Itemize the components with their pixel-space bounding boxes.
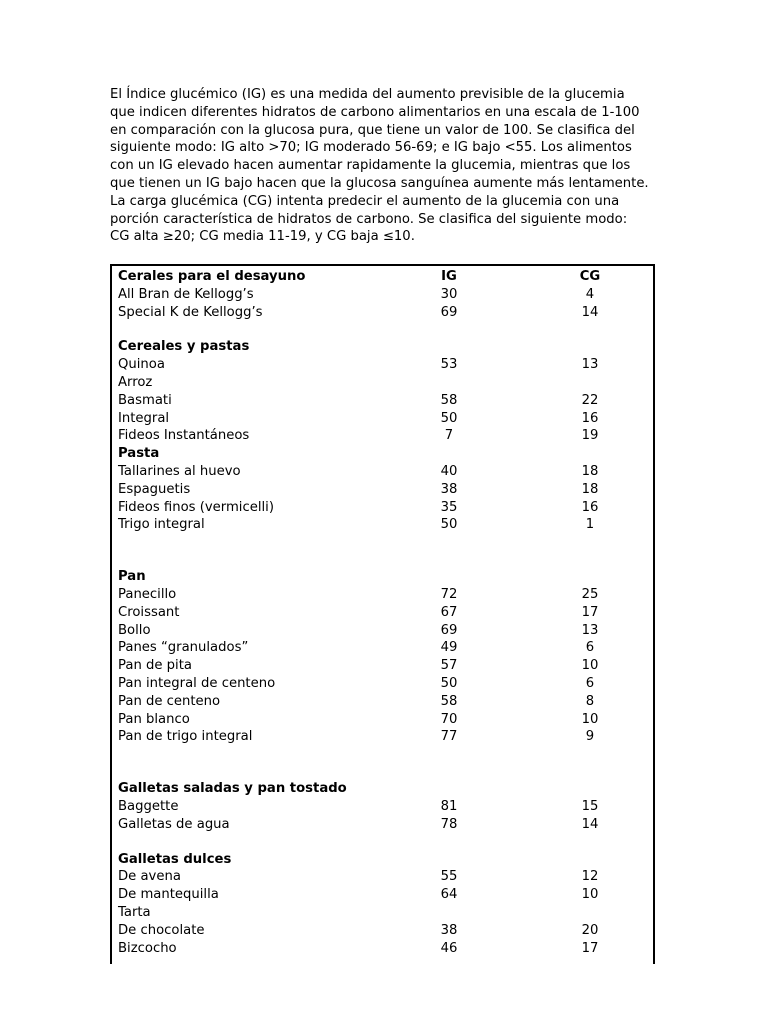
table-row <box>112 410 653 428</box>
table-row <box>112 392 653 410</box>
ig-value: 70 <box>440 711 458 727</box>
food-name: Special K de Kellogg’s <box>118 304 263 320</box>
cg-value: 13 <box>581 357 599 373</box>
food-name: Arroz <box>118 374 153 390</box>
food-name: Tallarines al huevo <box>118 463 241 479</box>
ig-value: 50 <box>440 675 458 691</box>
ig-value: 58 <box>440 392 458 408</box>
ig-value: 55 <box>440 869 458 885</box>
food-name: Quinoa <box>118 357 165 373</box>
ig-value: 53 <box>440 357 458 373</box>
food-name: Pasta <box>118 446 160 462</box>
cg-value: 6 <box>585 640 595 656</box>
cg-value: 25 <box>581 586 599 602</box>
intro-paragraph-cg: La carga glucémica (CG) intenta predecir el aumento de la glucemia con una porción característica de hidratos de carbono. Se clasifica del siguiente modo: CG alta ≥20; CG media 11-19, y CG baja ≤10. <box>110 193 628 245</box>
ig-value: 69 <box>440 304 458 320</box>
food-name: De chocolate <box>118 922 205 938</box>
table-row <box>112 886 653 904</box>
table-row <box>112 816 653 834</box>
table-row <box>112 586 653 604</box>
food-name: Pan blanco <box>118 711 190 727</box>
table-row <box>112 798 653 816</box>
food-name: Pan de trigo integral <box>118 729 253 745</box>
table-section-header <box>112 338 653 356</box>
table-spacer <box>112 746 653 763</box>
table-row <box>112 940 653 958</box>
food-name: Basmati <box>118 392 172 408</box>
table-row <box>112 516 653 534</box>
table-section-header <box>112 568 653 586</box>
cg-value: 16 <box>581 499 599 515</box>
cg-value: 14 <box>581 304 599 320</box>
ig-value: 30 <box>440 286 458 302</box>
cg-value: 20 <box>581 922 599 938</box>
ig-value: 38 <box>440 481 458 497</box>
table-row <box>112 481 653 499</box>
food-name: Bollo <box>118 622 151 638</box>
cg-value: 10 <box>581 658 599 674</box>
food-name: Cerales para el desayuno <box>118 269 306 284</box>
food-name: Galletas de agua <box>118 816 230 832</box>
table-row <box>112 922 653 940</box>
cg-value: 6 <box>585 675 595 691</box>
intro-paragraph-ig: El Índice glucémico (IG) es una medida del aumento previsible de la glucemia que indicen diferentes hidratos de carbono alimentarios en una escala de 1-100 en comparación con la glucosa pura, que tiene un valor de 100. Se clasifica del siguiente modo: IG alto >70; IG moderado 56-69; e IG bajo <55. Los alimentos con un IG elevado hacen aumentar rapidamente la glucemia, mientras que los que tienen un IG bajo hacen que la glucosa sanguínea aumente más lentamente. <box>110 87 649 191</box>
cg-value: 17 <box>581 604 599 620</box>
ig-value: 77 <box>440 729 458 745</box>
food-name: De mantequilla <box>118 887 219 903</box>
food-name: Pan integral de centeno <box>118 675 276 691</box>
ig-value: 64 <box>440 887 458 903</box>
food-name: Galletas saladas y pan tostado <box>118 781 347 797</box>
table-row <box>112 499 653 517</box>
cg-value: 22 <box>581 392 599 408</box>
table-row <box>112 693 653 711</box>
food-name: Panecillo <box>118 586 177 602</box>
table-row <box>112 356 653 374</box>
cg-value: 13 <box>581 622 599 638</box>
cg-value: 9 <box>585 729 595 745</box>
food-name: Fideos finos (vermicelli) <box>118 499 274 515</box>
ig-value: 46 <box>440 940 458 956</box>
ig-value: 58 <box>440 693 458 709</box>
ig-value: 7 <box>444 428 454 444</box>
food-name: Baggette <box>118 798 179 814</box>
food-name: All Bran de Kellogg’s <box>118 286 254 302</box>
table-row <box>112 604 653 622</box>
food-name: Trigo integral <box>118 517 205 533</box>
cg-value: 10 <box>581 887 599 903</box>
cg-value: CG <box>579 269 601 284</box>
cg-value: 10 <box>581 711 599 727</box>
food-name: Integral <box>118 410 170 426</box>
food-name: Espaguetis <box>118 481 191 497</box>
table-row <box>112 463 653 481</box>
table-row <box>112 639 653 657</box>
cg-value: 19 <box>581 428 599 444</box>
table-section-header <box>112 780 653 798</box>
food-name: Croissant <box>118 604 180 620</box>
ig-value: 38 <box>440 922 458 938</box>
ig-value: 50 <box>440 410 458 426</box>
ig-value: 50 <box>440 517 458 533</box>
food-name: Tarta <box>118 904 151 920</box>
food-name: Fideos Instantáneos <box>118 428 250 444</box>
cg-value: 17 <box>581 940 599 956</box>
ig-value: 40 <box>440 463 458 479</box>
table-rows <box>112 266 653 957</box>
ig-value: 35 <box>440 499 458 515</box>
table-row <box>112 728 653 746</box>
food-name: Pan de pita <box>118 658 192 674</box>
table-row <box>112 622 653 640</box>
ig-value: 49 <box>440 640 458 656</box>
food-name: Pan de centeno <box>118 693 221 709</box>
table-row <box>112 304 653 322</box>
table-row <box>112 711 653 729</box>
cg-value: 1 <box>585 517 595 533</box>
table-spacer <box>112 763 653 780</box>
food-name: Bizcocho <box>118 940 177 956</box>
table-section-header <box>112 445 653 463</box>
table-section-header <box>112 268 653 286</box>
cg-value: 18 <box>581 481 599 497</box>
table-spacer <box>112 534 653 551</box>
intro-text <box>110 86 650 246</box>
glycemic-table <box>110 264 655 964</box>
ig-value: 78 <box>440 816 458 832</box>
cg-value: 14 <box>581 816 599 832</box>
ig-value: 69 <box>440 622 458 638</box>
food-name: De avena <box>118 869 181 885</box>
table-row <box>112 675 653 693</box>
table-section-header <box>112 851 653 869</box>
food-name: Galletas dulces <box>118 851 232 867</box>
food-name: Panes “granulados” <box>118 640 249 656</box>
ig-value: IG <box>441 269 457 284</box>
cg-value: 18 <box>581 463 599 479</box>
table-row <box>112 657 653 675</box>
cg-value: 4 <box>585 286 595 302</box>
table-spacer <box>112 551 653 568</box>
table-row <box>112 427 653 445</box>
cg-value: 12 <box>581 869 599 885</box>
cg-value: 8 <box>585 693 595 709</box>
ig-value: 67 <box>440 604 458 620</box>
ig-value: 81 <box>440 798 458 814</box>
table-row <box>112 374 653 392</box>
food-name: Pan <box>118 569 146 585</box>
cg-value: 16 <box>581 410 599 426</box>
table-spacer <box>112 834 653 851</box>
food-name: Cereales y pastas <box>118 339 250 355</box>
ig-value: 72 <box>440 586 458 602</box>
table-row <box>112 868 653 886</box>
table-row <box>112 286 653 304</box>
table-spacer <box>112 321 653 338</box>
cg-value: 15 <box>581 798 599 814</box>
table-row <box>112 904 653 922</box>
ig-value: 57 <box>440 658 458 674</box>
